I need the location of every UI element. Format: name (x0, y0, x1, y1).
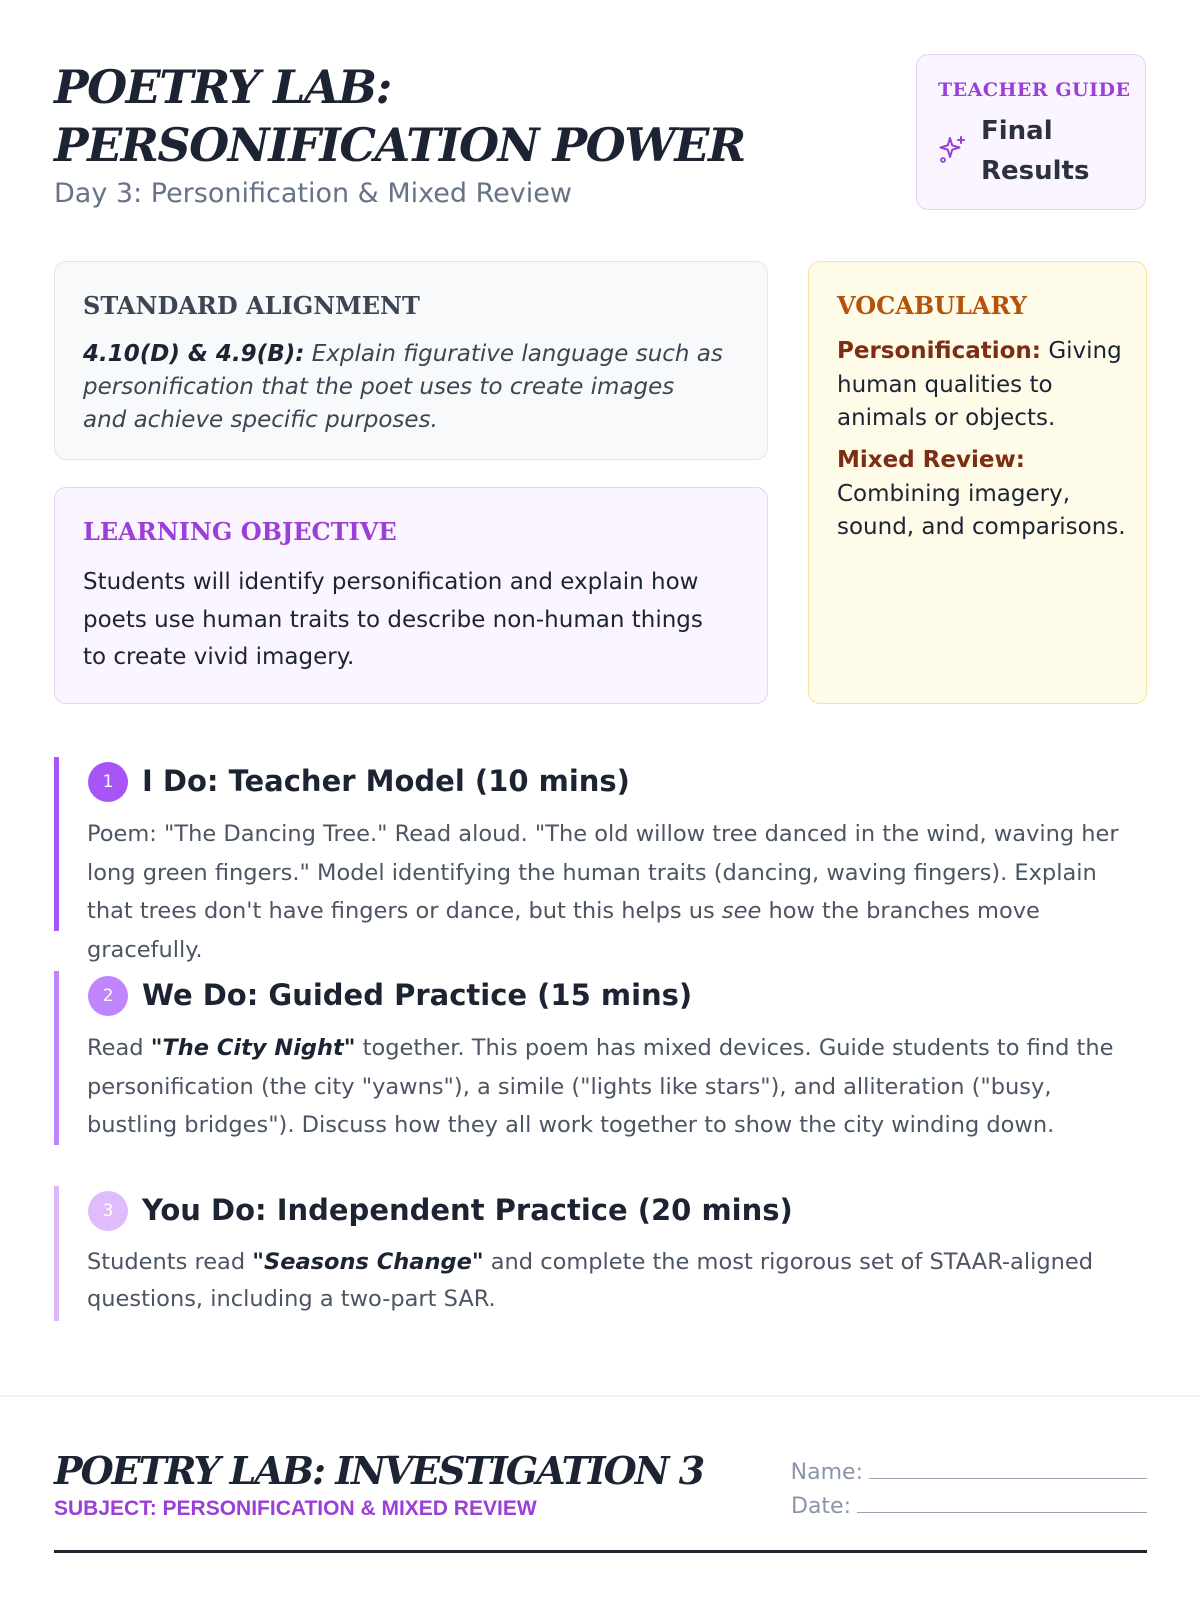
sparkle-icon (937, 134, 967, 164)
learning-objective-text: Students will identify personification and explain how poets use human traits to describe non-human things to create vivid imagery. (83, 569, 703, 670)
poem-title: "Seasons Change" (252, 1249, 484, 1275)
step-you-do (54, 1186, 1148, 1321)
step-number-badge: 1 (88, 762, 128, 802)
step-title: We Do: Guided Practice (15 mins) (142, 978, 693, 1012)
date-field[interactable] (780, 1490, 1147, 1519)
step-i-do (54, 757, 1148, 963)
footer-divider (0, 1395, 1200, 1397)
step-body: Read "The City Night" together. This poem has mixed devices. Guide students to find the personification (the city "yawns"), a simile ("lights like stars"), and alliteration ("busy, bustling bridges"). Discuss how they all work together to show the city winding down. (87, 1035, 1114, 1138)
vocabulary-definition: Combining imagery, sound, and comparisons. (837, 480, 1126, 540)
page-title: POETRY LAB: PERSONIFICATION POWER (54, 60, 745, 172)
standard-alignment-text (83, 338, 723, 437)
standard-code: 4.10(D) & 4.9(B): (83, 341, 305, 367)
name-label: Name: (790, 1460, 863, 1485)
name-field[interactable] (780, 1456, 1147, 1485)
step-emphasis: see (721, 898, 762, 924)
standard-alignment-heading: STANDARD ALIGNMENT (83, 291, 420, 320)
vocabulary-card (808, 261, 1147, 704)
step-title: I Do: Teacher Model (10 mins) (142, 764, 630, 798)
poem-title: "The City Night" (150, 1035, 356, 1061)
vocabulary-item (837, 335, 1127, 436)
teacher-guide-badge (916, 54, 1146, 210)
vocabulary-term: Mixed Review: (837, 447, 1025, 473)
page-subtitle: Day 3: Personification & Mixed Review (54, 178, 572, 209)
footer-title: POETRY LAB: INVESTIGATION 3 (54, 1448, 704, 1493)
learning-objective-card (54, 487, 768, 704)
standard-description: Explain figurative language such as personification that the poet uses to create images and achieve specific purposes. (83, 341, 723, 433)
name-blank-line[interactable] (869, 1456, 1147, 1479)
date-blank-line[interactable] (857, 1490, 1147, 1513)
step-title: You Do: Independent Practice (20 mins) (142, 1193, 793, 1227)
vocabulary-heading: VOCABULARY (837, 291, 1027, 320)
step-we-do (54, 971, 1148, 1145)
date-label: Date: (791, 1494, 851, 1519)
footer-subject: SUBJECT: PERSONIFICATION & MIXED REVIEW (54, 1497, 537, 1520)
vocabulary-item (837, 444, 1127, 545)
step-number-badge: 3 (88, 1191, 128, 1231)
vocabulary-definition: Giving human qualities to animals or objects. (837, 338, 1122, 431)
learning-objective-heading: LEARNING OBJECTIVE (83, 517, 397, 546)
teacher-guide-label: TEACHER GUIDE (938, 79, 1131, 101)
vocabulary-term: Personification: (837, 338, 1042, 364)
standard-alignment-card (54, 261, 768, 460)
step-body: Poem: "The Dancing Tree." Read aloud. "The old willow tree danced in the wind, waving her long green fingers." Model identifying the human traits (dancing, waving fingers). Explain that trees don't have fingers or dance, but this helps us see how the branches move gracefully. (87, 821, 1119, 963)
teacher-guide-value: Final Results (981, 116, 1090, 186)
footer-rule (54, 1550, 1147, 1553)
step-body: Students read "Seasons Change" and complete the most rigorous set of STAAR-aligned questions, including a two-part SAR. (87, 1249, 1093, 1312)
step-number-badge: 2 (88, 976, 128, 1016)
